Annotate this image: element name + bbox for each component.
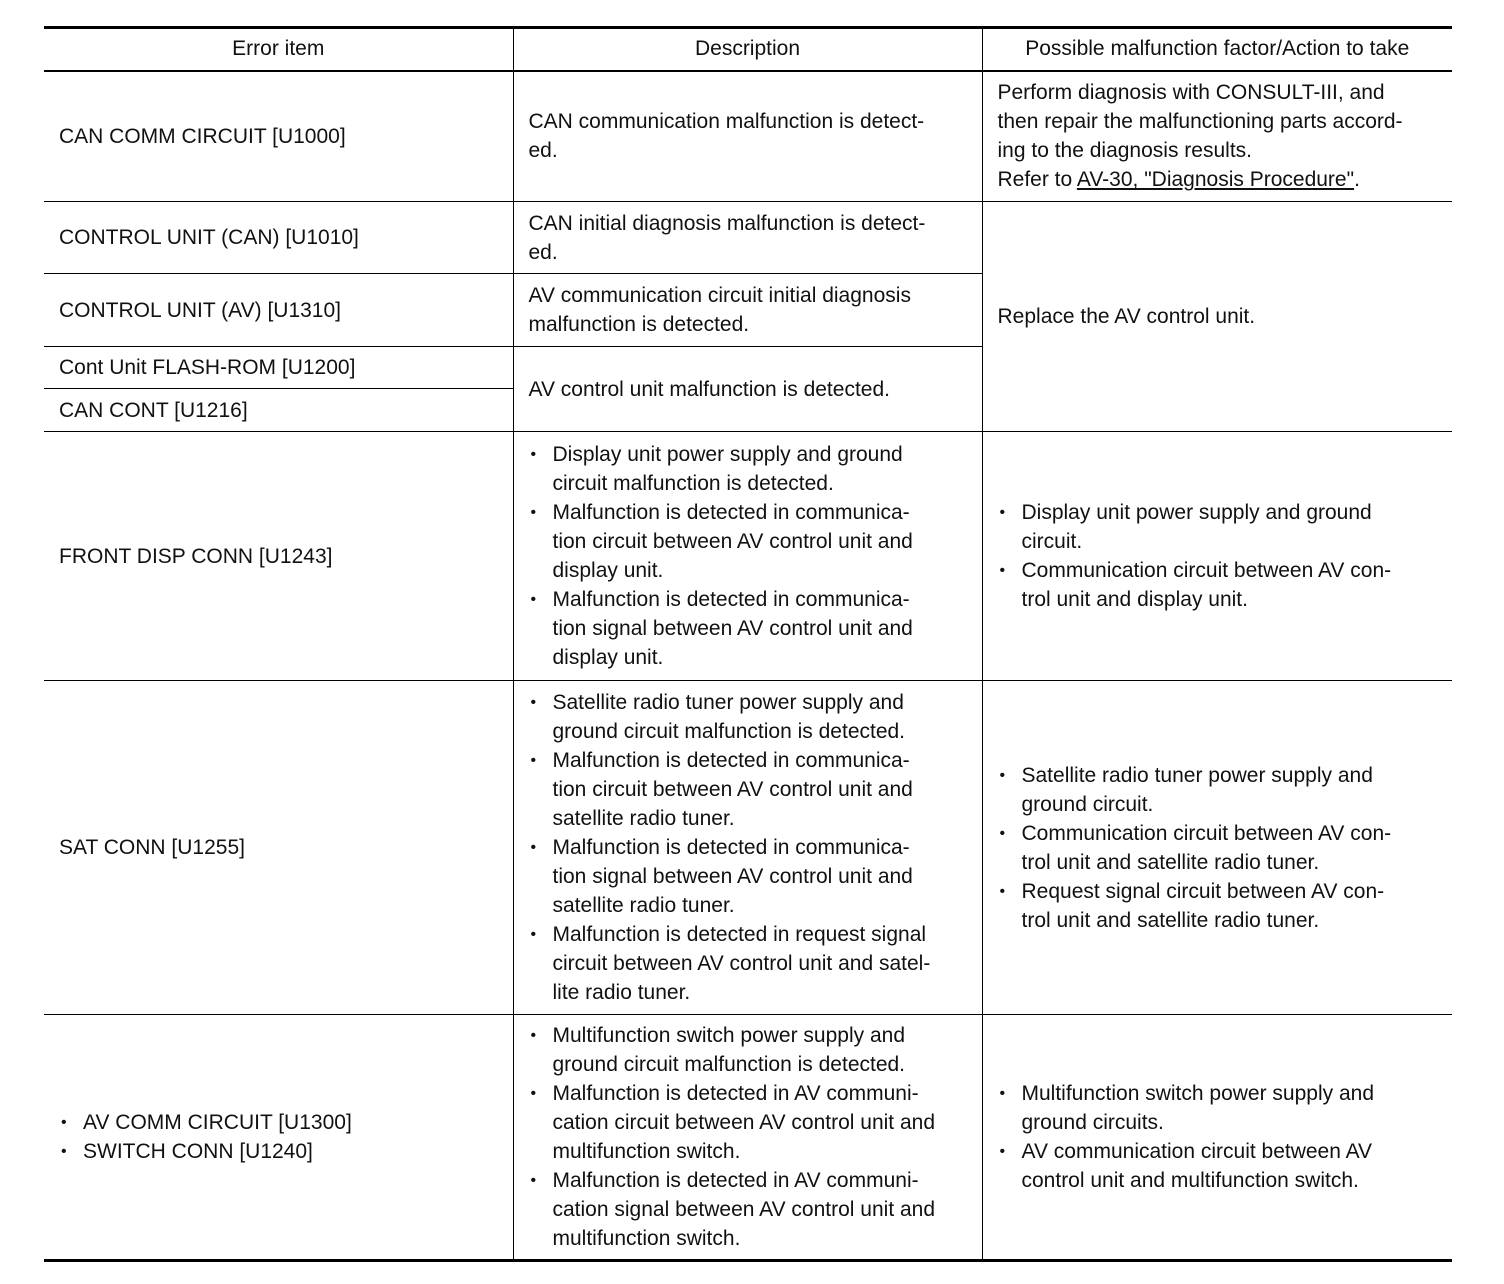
description-line: ed. bbox=[528, 139, 558, 163]
action-cell bbox=[982, 681, 1452, 1015]
action-line: Perform diagnosis with CONSULT-III, and bbox=[997, 81, 1385, 105]
error-item-cell: CAN CONT [U1216] bbox=[44, 389, 513, 432]
description-cell bbox=[513, 1015, 982, 1261]
table-row bbox=[44, 202, 1452, 274]
list-item: • Malfunction is detected in communica- tion signal between AV control unit and display unit. bbox=[529, 585, 970, 672]
description-line: CAN initial diagnosis malfunction is detect- bbox=[528, 211, 926, 235]
list-item: • Multifunction switch power supply and ground circuits. bbox=[998, 1079, 1441, 1137]
list-item: • AV communication circuit between AV control unit and multifunction switch. bbox=[998, 1137, 1441, 1195]
list-item: • Multifunction switch power supply and ground circuit malfunction is detected. bbox=[529, 1021, 970, 1079]
description-cell bbox=[513, 71, 982, 202]
description-list bbox=[529, 688, 970, 1007]
action-cell bbox=[982, 432, 1452, 681]
error-item-cell: CAN COMM CIRCUIT [U1000] bbox=[44, 71, 513, 202]
description-list bbox=[529, 440, 970, 672]
table-row bbox=[44, 71, 1452, 202]
header-row bbox=[44, 28, 1452, 71]
action-line bbox=[998, 165, 1441, 194]
description-cell bbox=[513, 681, 982, 1015]
list-item: • AV COMM CIRCUIT [U1300] bbox=[59, 1108, 501, 1137]
list-item: • Malfunction is detected in communica- tion circuit between AV control unit and satellite radio tuner. bbox=[529, 746, 970, 833]
list-item: • Satellite radio tuner power supply and ground circuit. bbox=[998, 761, 1441, 819]
list-item: • Malfunction is detected in AV communi- cation signal between AV control unit and multifunction switch. bbox=[529, 1166, 970, 1253]
description-list bbox=[529, 1021, 970, 1253]
list-item: • SWITCH CONN [U1240] bbox=[59, 1137, 501, 1166]
description-cell: AV control unit malfunction is detected. bbox=[513, 347, 982, 432]
action-line: then repair the malfunctioning parts accord- bbox=[997, 110, 1403, 134]
description-line: ed. bbox=[528, 240, 558, 264]
table-row bbox=[44, 1015, 1452, 1261]
error-item-cell: CONTROL UNIT (CAN) [U1010] bbox=[44, 202, 513, 274]
error-item-cell: FRONT DISP CONN [U1243] bbox=[44, 432, 513, 681]
table-row bbox=[44, 681, 1452, 1015]
list-item: • Malfunction is detected in request signal circuit between AV control unit and satel- lite radio tuner. bbox=[529, 920, 970, 1007]
list-item: • Communication circuit between AV con- trol unit and display unit. bbox=[998, 556, 1441, 614]
action-line: ing to the diagnosis results. bbox=[997, 139, 1252, 163]
list-item: • Request signal circuit between AV con- trol unit and satellite radio tuner. bbox=[998, 877, 1441, 935]
error-item-table bbox=[44, 26, 1452, 1262]
refer-text: Refer to bbox=[997, 168, 1077, 192]
table-row bbox=[44, 432, 1452, 681]
description-line: malfunction is detected. bbox=[528, 313, 750, 336]
list-item: • Communication circuit between AV con- trol unit and satellite radio tuner. bbox=[998, 819, 1441, 877]
action-cell: Replace the AV control unit. bbox=[982, 202, 1452, 432]
list-item: • Malfunction is detected in communica- tion signal between AV control unit and satellite radio tuner. bbox=[529, 833, 970, 920]
header-action: Possible malfunction factor/Action to take bbox=[982, 28, 1452, 71]
error-item-cell: Cont Unit FLASH-ROM [U1200] bbox=[44, 347, 513, 389]
action-list bbox=[998, 498, 1441, 614]
diagnosis-procedure-link[interactable]: AV-30, "Diagnosis Procedure" bbox=[1076, 168, 1355, 192]
list-item: • Display unit power supply and ground circuit malfunction is detected. bbox=[529, 440, 970, 498]
list-item: • Satellite radio tuner power supply and ground circuit malfunction is detected. bbox=[529, 688, 970, 746]
description-cell bbox=[513, 202, 982, 274]
description-line: AV communication circuit initial diagnosis bbox=[528, 284, 911, 307]
error-item-cell bbox=[44, 1015, 513, 1261]
error-item-cell: SAT CONN [U1255] bbox=[44, 681, 513, 1015]
description-line: CAN communication malfunction is detect- bbox=[528, 110, 925, 134]
list-item: • Malfunction is detected in communica- tion circuit between AV control unit and display unit. bbox=[529, 498, 970, 585]
header-description: Description bbox=[513, 28, 982, 71]
description-cell bbox=[513, 274, 982, 347]
refer-end: . bbox=[1354, 168, 1360, 192]
description-cell bbox=[513, 432, 982, 681]
action-list bbox=[998, 1079, 1441, 1195]
list-item: • Malfunction is detected in AV communi- cation circuit between AV control unit and multifunction switch. bbox=[529, 1079, 970, 1166]
action-list bbox=[998, 761, 1441, 935]
action-cell bbox=[982, 1015, 1452, 1261]
header-error-item: Error item bbox=[44, 28, 513, 71]
error-item-cell: CONTROL UNIT (AV) [U1310] bbox=[44, 274, 513, 347]
list-item: • Display unit power supply and ground circuit. bbox=[998, 498, 1441, 556]
action-cell bbox=[982, 71, 1452, 202]
error-item-list bbox=[59, 1108, 501, 1166]
